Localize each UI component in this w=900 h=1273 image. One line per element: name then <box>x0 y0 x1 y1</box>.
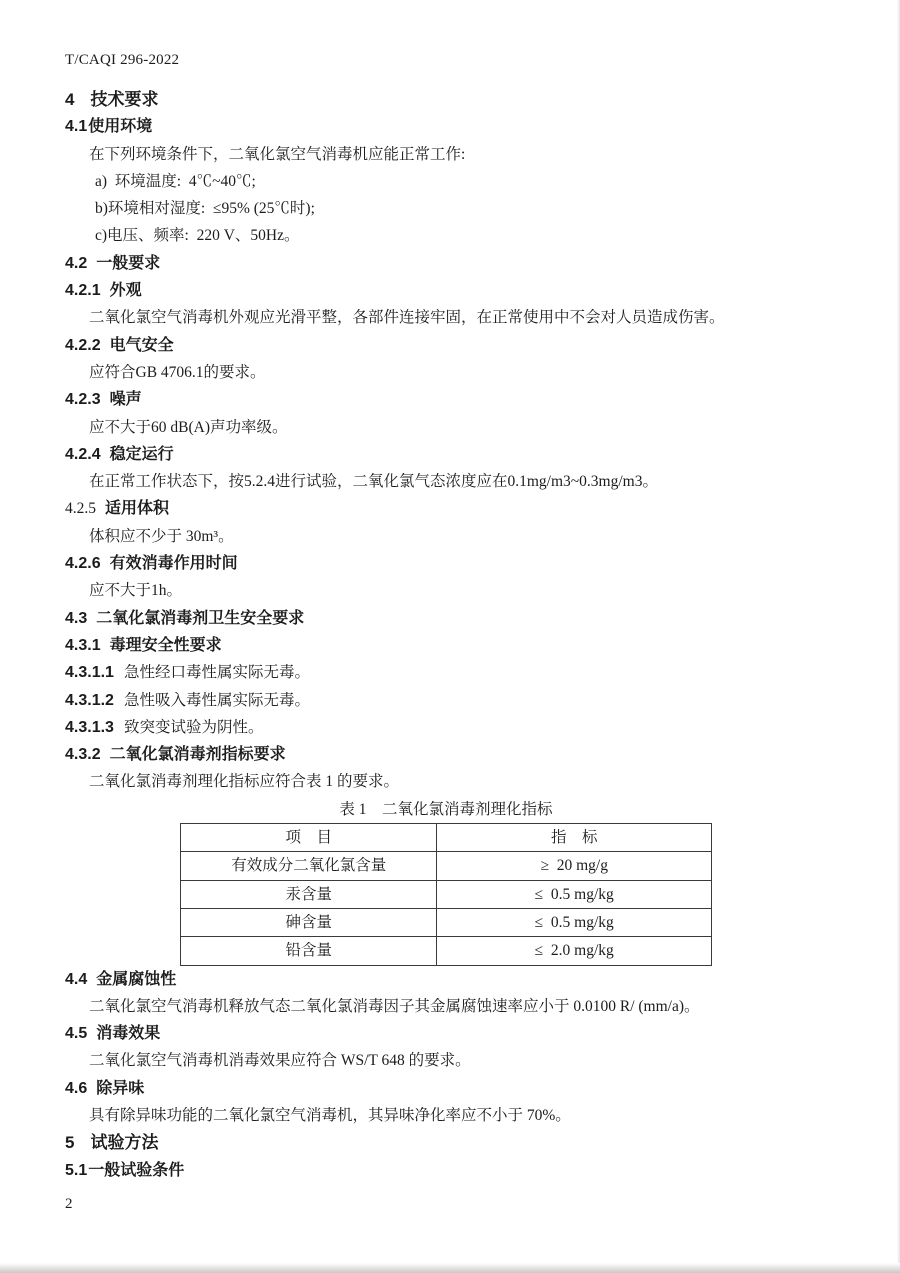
heading-number: 4.2.5 <box>65 500 96 518</box>
heading-number: 4.3.1 <box>65 636 101 654</box>
heading-title: 金属腐蚀性 <box>96 970 177 988</box>
heading-title: 除异味 <box>96 1079 145 1097</box>
heading-title: 外观 <box>109 282 142 300</box>
clause-text: 急性经口毒性属实际无毒。 <box>123 664 310 682</box>
table-cell-item: 汞含量 <box>181 880 437 908</box>
heading-number: 5 <box>65 1133 75 1153</box>
heading-number: 5.1 <box>65 1161 88 1179</box>
heading-title: 试验方法 <box>90 1133 159 1153</box>
heading-number: 4.2.1 <box>65 282 101 300</box>
heading-4-2-4 <box>65 441 835 468</box>
heading-title: 消毒效果 <box>96 1025 161 1043</box>
heading-4-2-3 <box>65 386 835 413</box>
paragraph-4-1-intro: 在下列环境条件下，二氧化氯空气消毒机应能正常工作: <box>89 145 466 163</box>
heading-4-2-2 <box>65 332 835 359</box>
clause-text: 急性吸入毒性属实际无毒。 <box>123 691 310 709</box>
list-item-a: a) 环境温度: 4℃~40℃; <box>95 172 256 190</box>
paragraph-4-3-2: 二氧化氯消毒剂理化指标应符合表 1 的要求。 <box>89 773 400 791</box>
table-header-row <box>181 824 712 852</box>
heading-4-1 <box>65 113 835 140</box>
page-number: 2 <box>65 1196 73 1212</box>
table-row <box>181 908 712 936</box>
table-cell-value: ≤ 0.5 mg/kg <box>437 908 712 936</box>
heading-title: 适用体积 <box>105 500 170 518</box>
paragraph-4-2-5: 体积应不少于 30m³。 <box>89 527 234 545</box>
heading-number: 4.2.4 <box>65 445 101 463</box>
document-body <box>65 86 835 1184</box>
heading-4-4 <box>65 966 835 993</box>
heading-4-2-1 <box>65 277 835 304</box>
heading-4-6 <box>65 1075 835 1102</box>
heading-title: 电气安全 <box>109 336 174 354</box>
heading-4-2 <box>65 250 835 277</box>
table-caption: 表 1 二氧化氯消毒剂理化指标 <box>339 800 553 818</box>
paragraph-4-2-6: 应不大于1h。 <box>89 582 183 600</box>
clause-4-3-1-2 <box>65 687 835 714</box>
table-row <box>181 937 712 965</box>
clause-number: 4.3.1.2 <box>65 691 114 709</box>
paragraph-4-2-3: 应不大于60 dB(A)声功率级。 <box>89 418 288 436</box>
heading-number: 4.1 <box>65 118 88 136</box>
table-cell-item: 砷含量 <box>181 908 437 936</box>
heading-number: 4.5 <box>65 1025 88 1043</box>
table-header-item: 项 目 <box>181 824 437 852</box>
heading-4 <box>65 86 835 113</box>
table-row <box>181 852 712 880</box>
table-cell-value: ≤ 0.5 mg/kg <box>437 880 712 908</box>
heading-number: 4.3.2 <box>65 746 101 764</box>
table-cell-item: 有效成分二氧化氯含量 <box>181 852 437 880</box>
heading-title: 有效消毒作用时间 <box>109 555 238 573</box>
heading-title: 技术要求 <box>90 90 159 109</box>
clause-4-3-1-1 <box>65 659 835 686</box>
heading-5-1 <box>65 1157 835 1184</box>
heading-4-3 <box>65 605 835 632</box>
scan-edge-bottom <box>0 1263 900 1273</box>
table-physicochemical-indicators <box>180 823 712 965</box>
table-row <box>181 880 712 908</box>
running-header-standard-number: T/CAQI 296-2022 <box>65 52 180 68</box>
heading-number: 4.2.3 <box>65 391 101 409</box>
heading-title: 二氧化氯消毒剂卫生安全要求 <box>96 609 305 627</box>
clause-4-3-1-3 <box>65 714 835 741</box>
heading-number: 4.6 <box>65 1079 88 1097</box>
heading-title: 二氧化氯消毒剂指标要求 <box>109 746 286 764</box>
list-item-b: b)环境相对湿度: ≤95% (25℃时); <box>95 200 315 218</box>
heading-title: 一般试验条件 <box>88 1161 185 1179</box>
heading-number: 4.2.2 <box>65 336 101 354</box>
paragraph-4-2-2: 应符合GB 4706.1的要求。 <box>89 363 266 381</box>
table-header-value: 指 标 <box>437 824 712 852</box>
clause-text: 致突变试验为阴性。 <box>123 718 264 736</box>
heading-title: 一般要求 <box>96 254 161 272</box>
heading-4-3-2 <box>65 741 835 768</box>
heading-4-2-6 <box>65 550 835 577</box>
heading-number: 4 <box>65 90 75 109</box>
heading-5 <box>65 1129 835 1156</box>
heading-4-3-1 <box>65 632 835 659</box>
paragraph-4-2-4: 在正常工作状态下，按5.2.4进行试验，二氧化氯气态浓度应在0.1mg/m3~0.3mg/m3。 <box>89 473 658 491</box>
heading-4-5 <box>65 1020 835 1047</box>
heading-4-2-5 <box>65 495 835 522</box>
heading-title: 稳定运行 <box>109 445 174 463</box>
table-cell-item: 铅含量 <box>181 937 437 965</box>
heading-title: 噪声 <box>109 391 142 409</box>
heading-title: 使用环境 <box>88 118 153 136</box>
paragraph-4-5: 二氧化氯空气消毒机消毒效果应符合 WS/T 648 的要求。 <box>89 1052 471 1070</box>
paragraph-4-6: 具有除异味功能的二氧化氯空气消毒机，其异味净化率应不小于 70%。 <box>89 1106 571 1124</box>
table-cell-value: ≤ 2.0 mg/kg <box>437 937 712 965</box>
heading-number: 4.3 <box>65 609 88 627</box>
table-cell-value: ≥ 20 mg/g <box>437 852 712 880</box>
list-item-c: c)电压、频率: 220 V、50Hz。 <box>95 227 300 245</box>
heading-title: 毒理安全性要求 <box>109 636 222 654</box>
heading-number: 4.2 <box>65 254 88 272</box>
heading-number: 4.2.6 <box>65 555 101 573</box>
paragraph-4-4: 二氧化氯空气消毒机释放气态二氧化氯消毒因子其金属腐蚀速率应小于 0.0100 R/ (mm/a)。 <box>89 997 700 1015</box>
clause-number: 4.3.1.1 <box>65 664 114 682</box>
paragraph-4-2-1: 二氧化氯空气消毒机外观应光滑平整，各部件连接牢固，在正常使用中不会对人员造成伤害。 <box>89 309 725 327</box>
heading-number: 4.4 <box>65 970 88 988</box>
clause-number: 4.3.1.3 <box>65 718 114 736</box>
